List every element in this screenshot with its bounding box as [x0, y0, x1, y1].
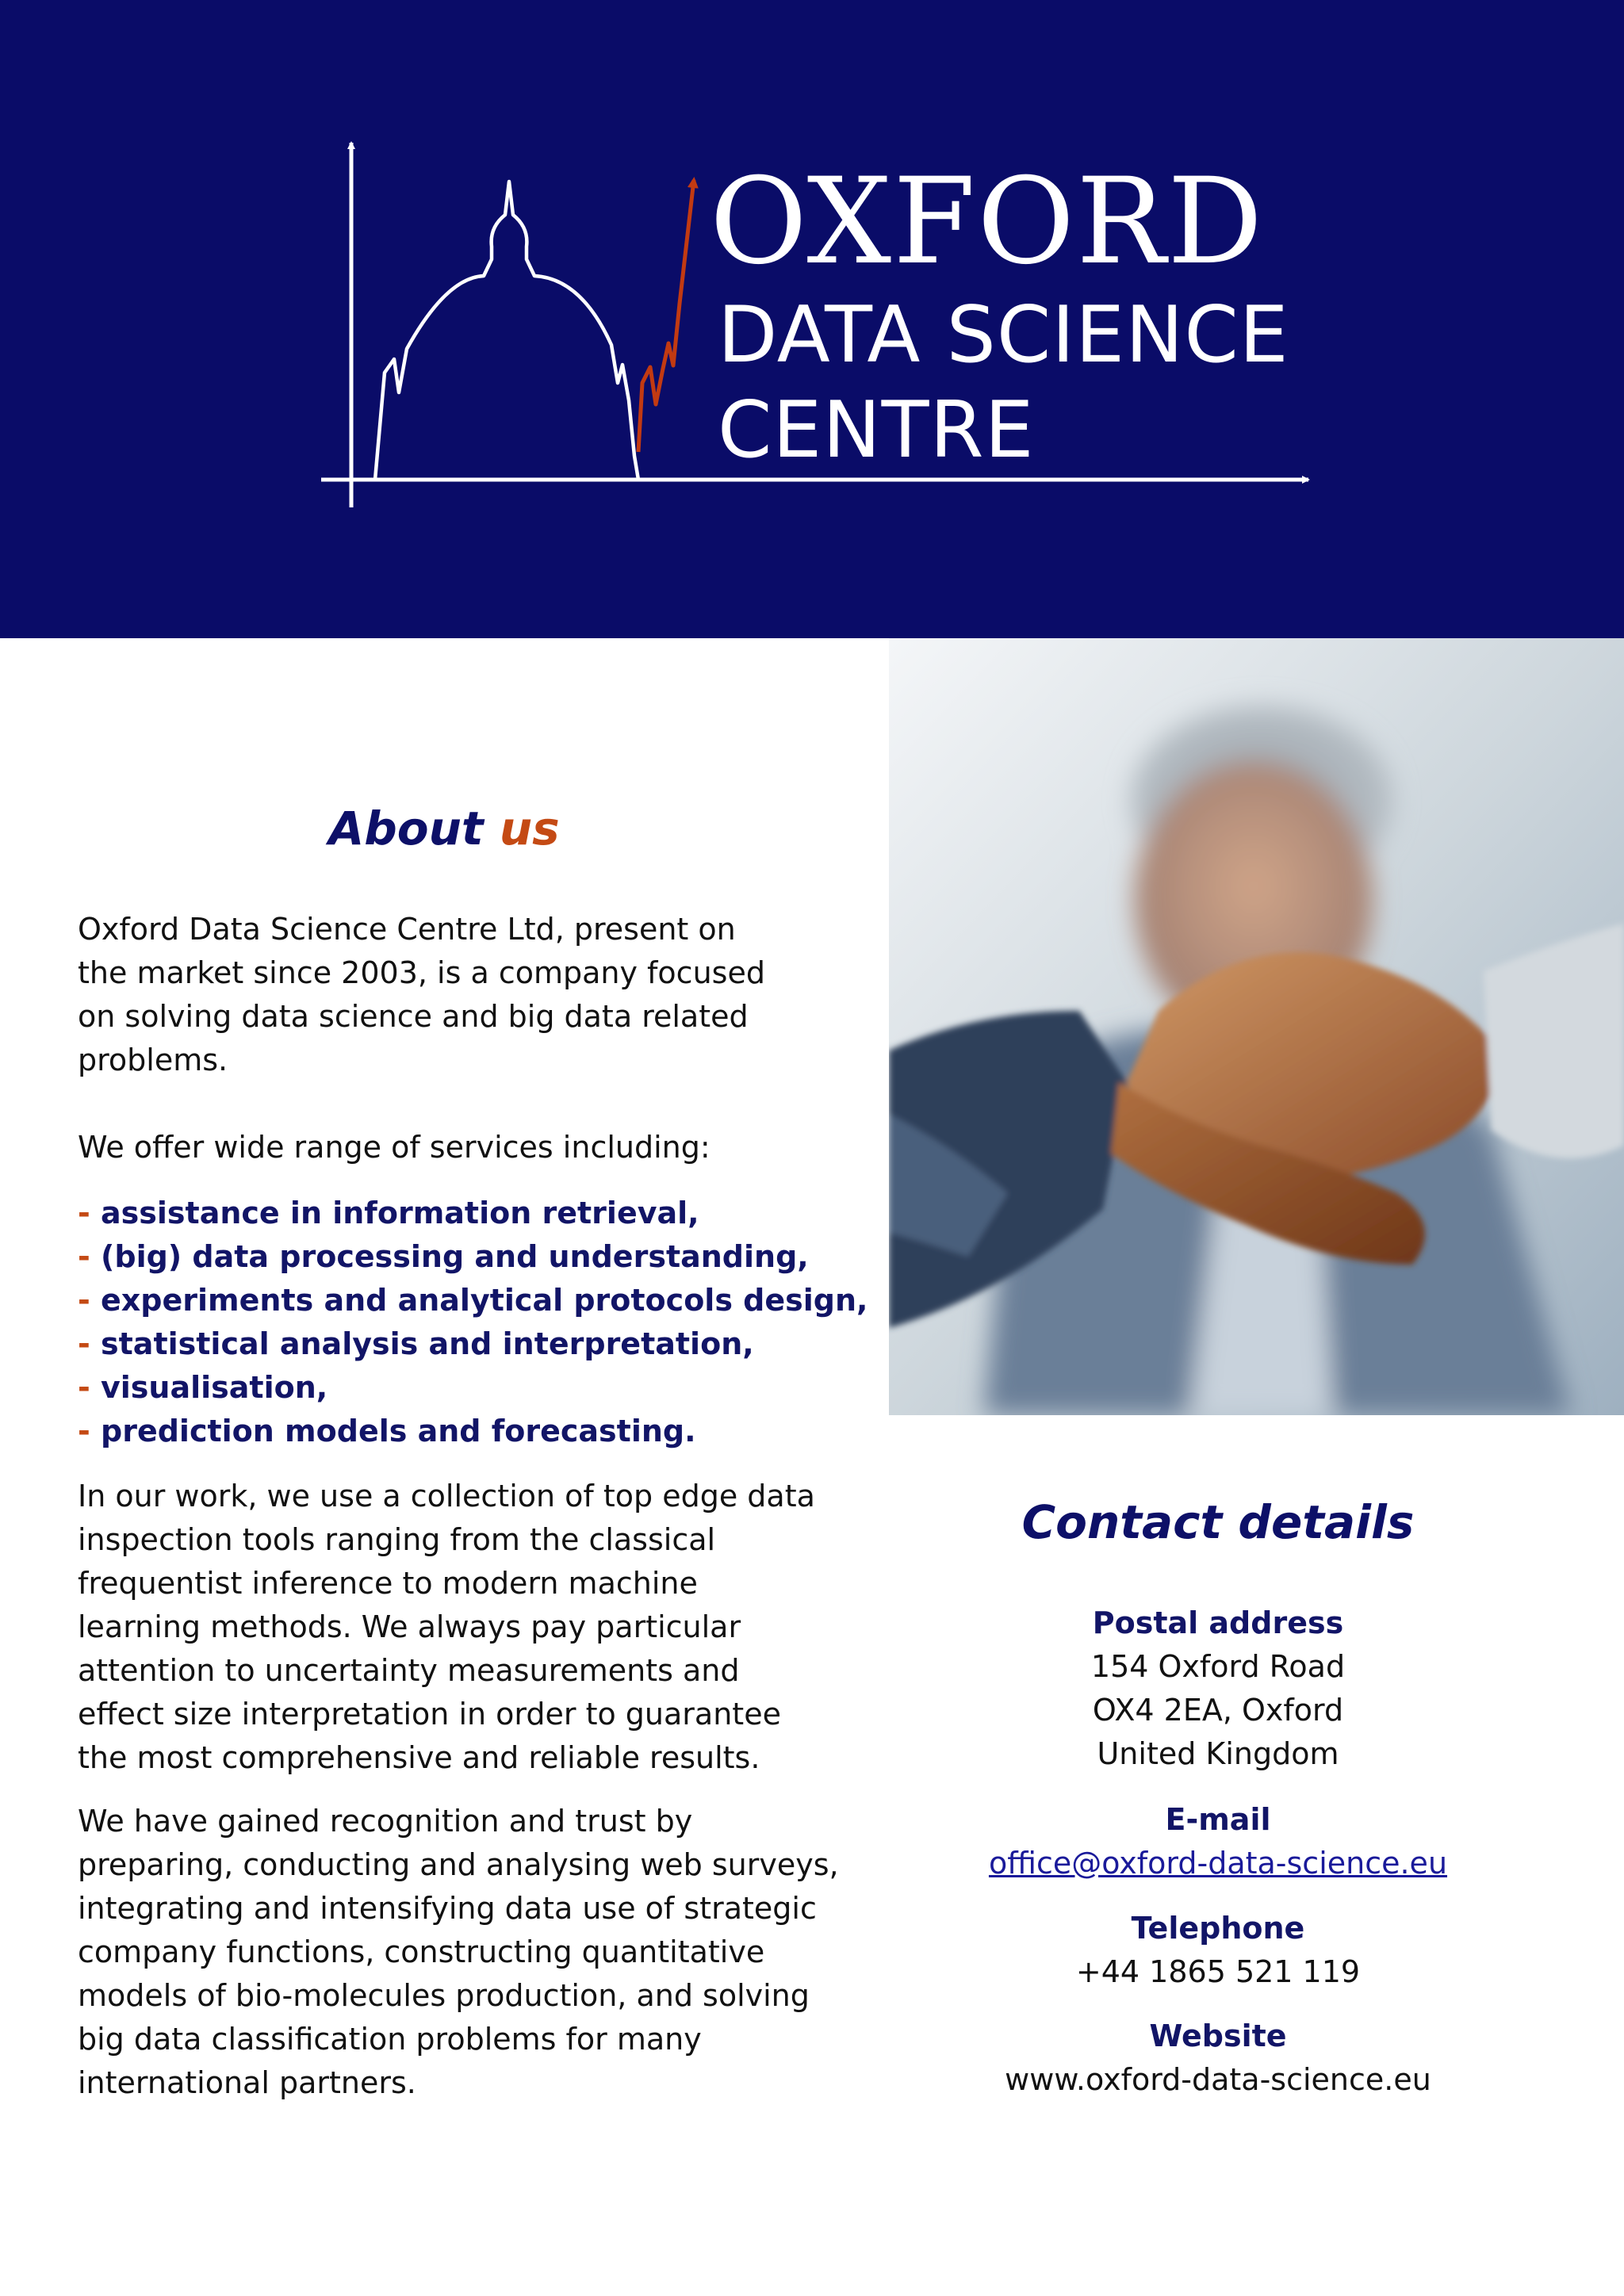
brand-subtitle-line1: DATA SCIENCE: [718, 290, 1289, 381]
telephone-label: Telephone: [1131, 1911, 1305, 1946]
list-item: - prediction models and forecasting.: [78, 1414, 696, 1448]
postal-line2: OX4 2EA, Oxford: [1092, 1693, 1344, 1728]
about-heading: [0, 797, 888, 860]
list-item: - (big) data processing and understanding,: [78, 1239, 809, 1274]
email-link[interactable]: office@oxford-data-science.eu: [988, 1846, 1448, 1881]
contact-heading: Contact details: [1021, 1495, 1415, 1549]
services-intro: We offer wide range of services including:: [78, 1130, 710, 1165]
about-heading-part1: About: [328, 802, 484, 855]
telephone-block: [889, 1907, 1547, 1994]
intro-line1: Oxford Data Science Centre Ltd, present on: [78, 912, 736, 947]
telephone-value: +44 1865 521 119: [1075, 1954, 1361, 1989]
brand-title: OXFORD: [710, 153, 1265, 291]
website-label: Website: [1149, 2019, 1287, 2053]
postal-address-label: Postal address: [1092, 1605, 1344, 1640]
list-item: - visualisation,: [78, 1370, 328, 1405]
recognition-paragraph: We have gained recognition and trust by preparing, conducting and analysing web surveys, integrating and intensifying data use of strategic company functions, constructing quantitative models of bio-molecules production, and solving big data classification problems for many international partners.: [78, 1804, 839, 2100]
email-label: E-mail: [1165, 1802, 1271, 1837]
postal-line1: 154 Oxford Road: [1090, 1649, 1346, 1684]
list-item: - experiments and analytical protocols design,: [78, 1283, 868, 1318]
list-item: - assistance in information retrieval,: [78, 1196, 699, 1230]
website-block: [889, 2015, 1547, 2102]
website-value: www.oxford-data-science.eu: [1005, 2062, 1431, 2097]
intro-paragraph: [78, 908, 791, 1082]
header-banner: [0, 0, 1624, 638]
brand-subtitle-line2: CENTRE: [718, 385, 1035, 476]
about-heading-part2: us: [499, 802, 560, 855]
email-block: [889, 1798, 1547, 1885]
postal-line3: United Kingdom: [1097, 1736, 1339, 1771]
handshake-photo: [889, 638, 1624, 1415]
methods-paragraph: In our work, we use a collection of top edge data inspection tools ranging from the classical frequentist inference to modern machine learning methods. We always pay particular attention to uncertainty measurements and effect size interpretation in order to guarantee the most comprehensive and reliable results.: [78, 1479, 815, 1775]
list-item: - statistical analysis and interpretation,: [78, 1326, 754, 1361]
services-list: [78, 1192, 868, 1453]
postal-address-block: [889, 1601, 1547, 1776]
intro-line2: the market since 2003, is a company focused on solving data science and big data related problems.: [78, 955, 765, 1077]
